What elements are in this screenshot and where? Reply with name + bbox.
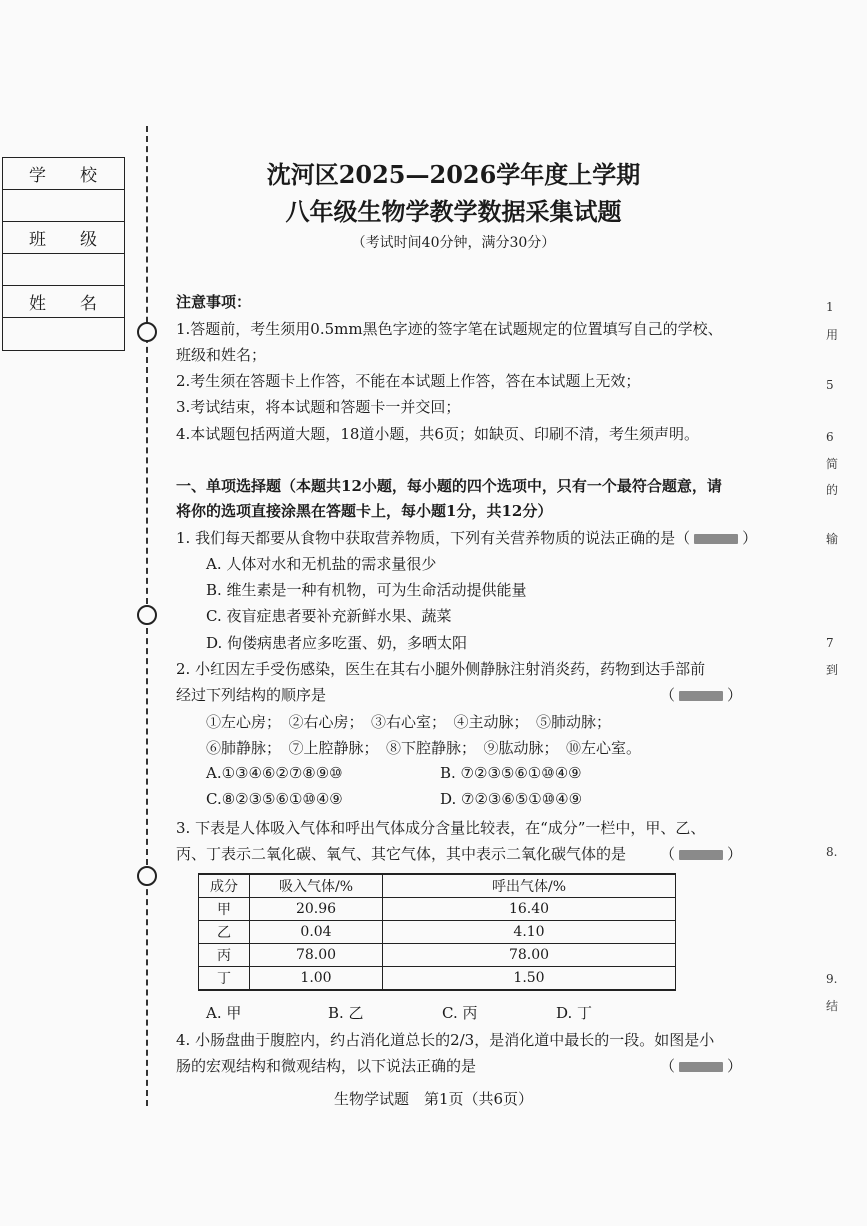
table-header-row <box>199 874 676 898</box>
table-cell: 20.96 <box>250 898 383 921</box>
notice-line: 2.考生须在答题卡上作答，不能在本试题上作答，答在本试题上无效； <box>176 372 641 390</box>
class-field[interactable] <box>3 254 124 286</box>
edge-fragment: 5 <box>826 378 834 392</box>
question-1-option-c: C. 夜盲症患者要补充新鲜水果、蔬菜 <box>206 607 452 625</box>
table-cell: 乙 <box>199 921 250 944</box>
paren-open: （ <box>660 1057 676 1075</box>
table-header: 呼出气体/% <box>383 874 676 898</box>
section-heading: 一、单项选择题（本题共12小题，每小题的四个选项中，只有一个最符合题意，请 <box>176 477 722 495</box>
school-label: 学 校 <box>29 166 97 186</box>
table-row <box>199 944 676 967</box>
question-4-stem: 4. 小肠盘曲于腹腔内，约占消化道总长的2/3，是消化道中最长的一段。如图是小 <box>176 1031 715 1049</box>
notice-heading: 注意事项： <box>176 293 252 311</box>
table-cell: 78.00 <box>250 944 383 967</box>
edge-fragment: 到 <box>826 663 839 677</box>
question-3-option-c: C. 丙 <box>442 1004 478 1022</box>
answer-blank <box>694 534 738 544</box>
table-cell: 1.00 <box>250 967 383 991</box>
table-row <box>199 898 676 921</box>
paren-close: ） <box>727 686 743 704</box>
binding-hole-icon <box>137 866 157 886</box>
binding-hole-icon <box>137 605 157 625</box>
question-2-option-d: D. ⑦②③⑥⑤①⑩④⑨ <box>440 790 583 808</box>
question-1-stem <box>176 527 757 548</box>
table-cell: 78.00 <box>383 944 676 967</box>
question-2-stem: 经过下列结构的顺序是 <box>176 686 327 704</box>
question-1-text: 1. 我们每天都要从食物中获取营养物质，下列有关营养物质的说法正确的是（ <box>176 529 691 547</box>
paren-close: ） <box>727 845 743 863</box>
question-2-option-c: C.⑧②③⑤⑥①⑩④⑨ <box>206 790 343 808</box>
question-3-option-a: A. 甲 <box>206 1004 242 1022</box>
paren-open: （ <box>660 845 676 863</box>
table-cell: 丙 <box>199 944 250 967</box>
question-2-stem: 2. 小红因左手受伤感染，医生在其右小腿外侧静脉注射消炎药，药物到达手部前 <box>176 660 706 678</box>
edge-fragment: 输 <box>826 532 839 546</box>
name-label: 姓 名 <box>29 294 97 314</box>
question-2-structures: ①左心房； ②右心房； ③右心室； ④主动脉； ⑤肺动脉； <box>206 713 612 731</box>
question-3-option-d: D. 丁 <box>556 1004 593 1022</box>
question-1-close: ） <box>742 529 758 547</box>
question-2-structures: ⑥肺静脉； ⑦上腔静脉； ⑧下腔静脉； ⑨肱动脉； ⑩左心室。 <box>206 739 642 757</box>
answer-blank <box>679 1062 723 1072</box>
edge-fragment: 6 <box>826 430 834 444</box>
exam-subtitle: 八年级生物学教学数据采集试题 <box>285 197 622 226</box>
question-4-answer <box>660 1055 742 1076</box>
edge-fragment: 7 <box>826 636 834 650</box>
binding-hole-icon <box>137 322 157 342</box>
edge-fragment: 的 <box>826 483 839 497</box>
edge-fragment: 用 <box>826 328 839 342</box>
edge-fragment: 9. <box>826 972 838 986</box>
table-row <box>199 921 676 944</box>
class-label: 班 级 <box>29 230 97 250</box>
question-3-answer <box>660 843 742 864</box>
table-cell: 16.40 <box>383 898 676 921</box>
question-3-stem: 丙、丁表示二氧化碳、氧气、其它气体，其中表示二氧化碳气体的是 <box>176 845 627 863</box>
question-1-option-b: B. 维生素是一种有机物，可为生命活动提供能量 <box>206 581 527 599</box>
name-label-row <box>3 286 124 318</box>
question-4-stem: 肠的宏观结构和微观结构，以下说法正确的是 <box>176 1057 477 1075</box>
question-2-answer <box>660 684 742 705</box>
paren-close: ） <box>727 1057 743 1075</box>
question-3-option-b: B. 乙 <box>328 1004 364 1022</box>
question-1-option-a: A. 人体对水和无机盐的需求量很少 <box>206 555 437 573</box>
gas-composition-table <box>198 873 676 991</box>
name-field[interactable] <box>3 318 124 350</box>
section-heading: 将你的选项直接涂黑在答题卡上，每小题1分，共12分） <box>176 502 553 520</box>
table-header: 成分 <box>199 874 250 898</box>
edge-fragment: 简 <box>826 457 839 471</box>
notice-line: 1.答题前，考生须用0.5mm黑色字迹的签字笔在试题规定的位置填写自己的学校、 <box>176 320 723 338</box>
table-header: 吸入气体/% <box>250 874 383 898</box>
table-row <box>199 967 676 991</box>
paren-open: （ <box>660 686 676 704</box>
question-2-option-b: B. ⑦②③⑤⑥①⑩④⑨ <box>440 764 582 782</box>
edge-fragment: 1 <box>826 300 834 314</box>
question-3-stem: 3. 下表是人体吸入气体和呼出气体成分含量比较表，在“成分”一栏中，甲、乙、 <box>176 819 706 837</box>
table-cell: 4.10 <box>383 921 676 944</box>
exam-meta: （考试时间40分钟，满分30分） <box>351 235 556 251</box>
notice-line: 班级和姓名； <box>176 346 267 364</box>
edge-fragment: 结 <box>826 999 839 1013</box>
answer-blank <box>679 691 723 701</box>
answer-blank <box>679 850 723 860</box>
table-cell: 0.04 <box>250 921 383 944</box>
edge-fragment: 8. <box>826 845 838 859</box>
page-footer: 生物学试题 第1页（共6页） <box>333 1090 534 1108</box>
table-cell: 甲 <box>199 898 250 921</box>
question-1-option-d: D. 佝偻病患者应多吃蛋、奶，多晒太阳 <box>206 634 468 652</box>
question-2-option-a: A.①③④⑥②⑦⑧⑨⑩ <box>206 764 343 782</box>
notice-line: 4.本试题包括两道大题，18道小题，共6页；如缺页、印刷不清，考生须声明。 <box>176 425 699 443</box>
table-cell: 1.50 <box>383 967 676 991</box>
table-cell: 丁 <box>199 967 250 991</box>
exam-title: 沈河区2025—2026学年度上学期 <box>266 160 641 189</box>
notice-line: 3.考试结束，将本试题和答题卡一并交回； <box>176 398 461 416</box>
